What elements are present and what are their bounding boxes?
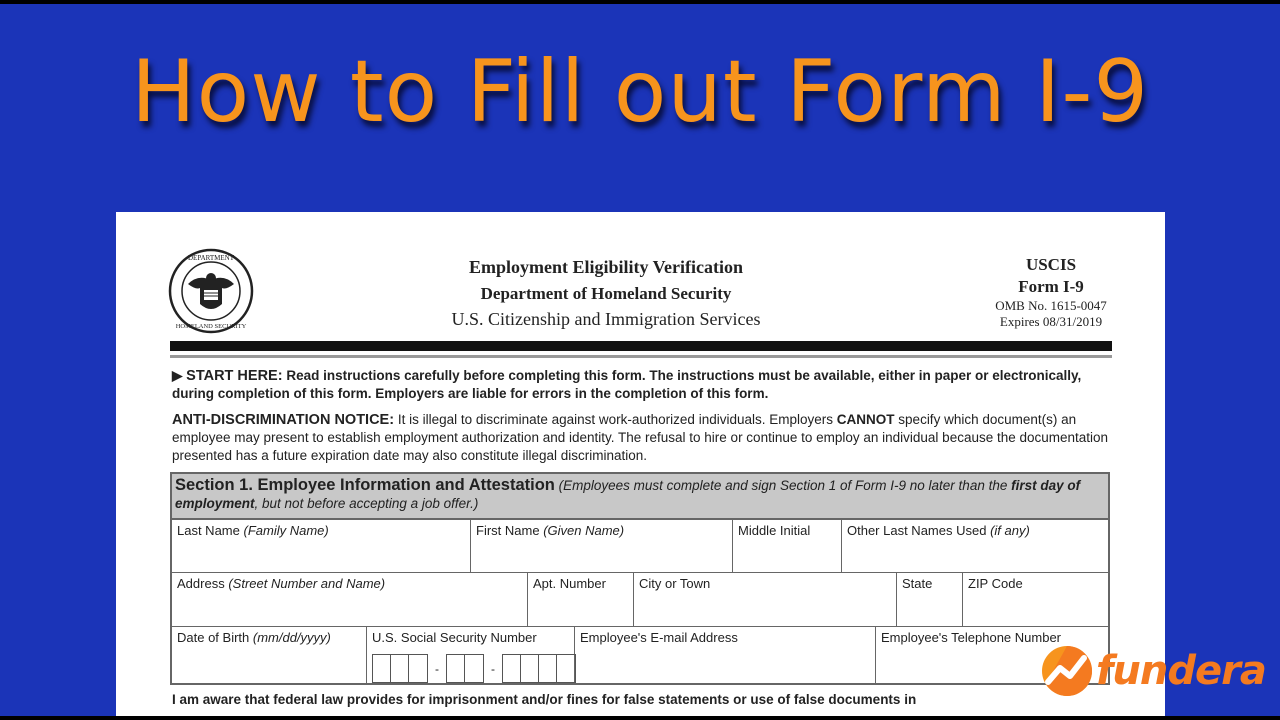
ssn-digit-box[interactable] [465,655,483,682]
form-title-block [386,254,826,331]
play-arrow-icon: ▶ [172,368,183,383]
ssn-digit-box[interactable] [521,655,539,682]
field-label: Middle Initial [738,523,811,538]
anti-text-2: specify which document(s) an employee may present to establish employment authorization and identity. The refusal to hire or continue to employ an individual because the documentation presented has a future expiration date may also constitute illegal discrimination. [172,412,1109,463]
start-here-label: START HERE: [186,368,283,384]
field-label: Last Name [177,523,240,538]
section1-note-bold: first day of employment [175,478,1081,511]
anti-discrimination-label: ANTI-DISCRIMINATION NOTICE: [172,412,395,428]
ssn-area-group[interactable] [372,654,428,683]
start-here-notice [172,367,1117,403]
agency-name: U.S. Citizenship and Immigration Services [451,309,761,329]
section1-note-2: , but not before accepting a job offer.) [254,496,479,511]
field-hint: (mm/dd/yyyy) [252,630,331,645]
field-hint: (if any) [990,523,1030,538]
field-label: Employee's Telephone Number [881,630,1062,645]
fundera-logo [1040,643,1266,699]
anti-emphasis: CANNOT [836,412,895,427]
city-field[interactable] [634,573,897,626]
first-name-field[interactable] [471,520,733,572]
form-row-name [172,520,1108,573]
form-i9-document [116,212,1165,720]
fundera-logo-icon [1040,644,1094,698]
field-label: Date of Birth [177,630,250,645]
svg-text:DEPARTMENT: DEPARTMENT [188,254,234,262]
ssn-digit-box[interactable] [539,655,557,682]
field-label: ZIP Code [968,576,1023,591]
field-hint: (Family Name) [243,523,329,538]
ssn-digit-box[interactable] [503,655,521,682]
state-field[interactable] [897,573,963,626]
field-label: U.S. Social Security Number [372,630,537,645]
apt-number-field[interactable] [528,573,634,626]
attestation-text: I am aware that federal law provides for imprisonment and/or fines for false statements or use of false documents in [172,692,917,707]
field-label: State [902,576,933,591]
field-hint: (Street Number and Name) [228,576,386,591]
department-name: Department of Homeland Security [480,284,732,303]
ssn-boxes [372,654,576,683]
top-letterbox [0,0,1280,4]
other-last-names-field[interactable] [842,520,1108,572]
form-row-address [172,573,1108,627]
form-row-contact [172,627,1108,683]
form-id-block [956,254,1146,330]
header-rule-thin [170,355,1112,358]
ssn-digit-box[interactable] [391,655,409,682]
form-title: Employment Eligibility Verification [468,257,743,277]
form-number: Form I-9 [1018,277,1084,296]
section1-header [172,474,1108,520]
uscis-label: USCIS [1025,255,1077,274]
section1-note-1: (Employees must complete and sign Section 1 of Form I-9 no later than the [558,478,1008,493]
ssn-digit-box[interactable] [557,655,575,682]
email-field[interactable] [575,627,876,683]
field-label: Address [177,576,225,591]
address-field[interactable] [172,573,528,626]
video-headline: How to Fill out Form I-9 [130,42,1150,142]
start-here-text: Read instructions carefully before completing this form. The instructions must be available, either in paper or electronically, during completion of this form. Employers are liable for errors in the completion of this form. [172,368,1082,401]
ssn-group-group[interactable] [446,654,484,683]
field-hint: (Given Name) [543,523,625,538]
last-name-field[interactable] [172,520,471,572]
fundera-wordmark: fundera [1096,648,1266,694]
section1-form [170,472,1110,685]
expiration-date: Expires 08/31/2019 [999,314,1103,329]
ssn-field [367,627,575,683]
ssn-dash: - [435,661,439,676]
bottom-letterbox [0,716,1280,720]
anti-text-1: It is illegal to discriminate against work-authorized individuals. Employers [397,412,834,427]
field-label: Other Last Names Used [847,523,987,538]
date-of-birth-field[interactable] [172,627,367,683]
ssn-serial-group[interactable] [502,654,576,683]
field-label: Apt. Number [533,576,606,591]
anti-discrimination-notice [172,411,1117,465]
omb-number: OMB No. 1615-0047 [995,298,1107,313]
ssn-digit-box[interactable] [409,655,427,682]
ssn-digit-box[interactable] [373,655,391,682]
field-label: First Name [476,523,540,538]
field-label: City or Town [639,576,711,591]
section1-title: Section 1. Employee Information and Attestation [175,476,555,494]
header-rule [170,341,1112,351]
svg-text:HOMELAND SECURITY: HOMELAND SECURITY [175,323,247,330]
middle-initial-field[interactable] [733,520,842,572]
ssn-dash: - [491,661,495,676]
zip-code-field[interactable] [963,573,1108,626]
dhs-seal-icon [168,248,254,334]
ssn-digit-box[interactable] [447,655,465,682]
field-label: Employee's E-mail Address [580,630,738,645]
